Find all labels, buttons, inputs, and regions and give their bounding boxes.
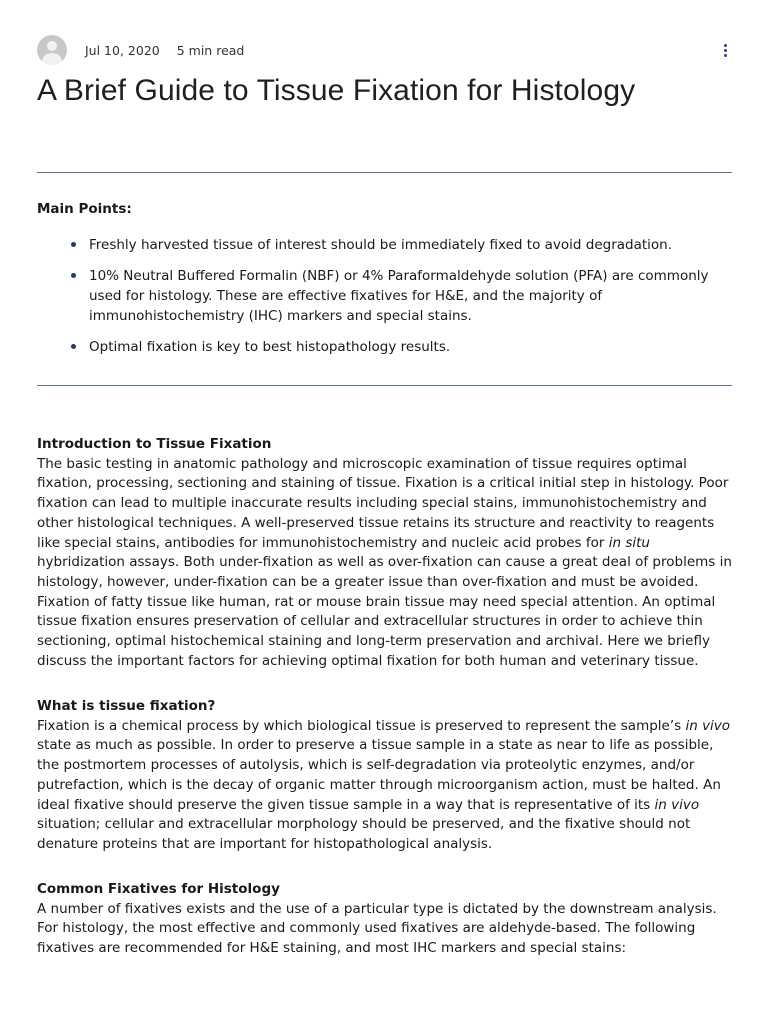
list-item [37, 235, 732, 255]
divider-bottom [37, 385, 732, 386]
main-points-heading: Main Points: [37, 201, 132, 217]
common-fixatives-section [37, 880, 732, 959]
avatar-head-icon [47, 41, 57, 51]
list-item-text: Freshly harvested tissue of interest should be immediately fixed to avoid degradation. [89, 237, 673, 253]
common-fixatives-paragraph: A number of fixatives exists and the use of a particular type is dictated by the downstream analysis. For histology, the most effective and commonly used fixatives are aldehyde-based. The following fixatives are recommended for H&E staining, and most IHC markers and special stains: [37, 900, 717, 957]
bullet-icon [71, 273, 76, 278]
more-actions-icon[interactable] [718, 40, 732, 60]
intro-paragraph: The basic testing in anatomic pathology and microscopic examination of tissue requires optimal fixation, processing, sectioning and staining of tissue. Fixation is a critical initial step in histology. Poor fixation can lead to multiple inaccurate results including special stains, immunohistochemistry and other histological techniques. A well-preserved tissue retains its structure and reactivity to reagents like special stains, antibodies for immunohistochemistry and nucleic acid probes for in situ hybridization assays. Both under-fixation as well as over-fixation can cause a great deal of problems in histology, however, under-fixation can be a greater issue than over-fixation and must be avoided. Fixation of fatty tissue like human, rat or mouse brain tissue may need special attention. An optimal tissue fixation ensures preservation of cellular and extracellular structures in order to achieve thin sectioning, optimal histochemical staining and long-term preservation and archival. Here we briefly discuss the important factors for achieving optimal fixation for both human and veterinary tissue. [37, 455, 732, 669]
main-points-list [37, 235, 732, 357]
what-is-fixation-heading: What is tissue fixation? [37, 698, 216, 714]
bullet-icon [71, 344, 76, 349]
intro-heading: Introduction to Tissue Fixation [37, 436, 272, 452]
list-item [37, 266, 732, 326]
common-fixatives-heading: Common Fixatives for Histology [37, 881, 280, 897]
read-time: 5 min read [176, 42, 245, 58]
avatar-body-icon [42, 53, 62, 65]
bullet-icon [71, 242, 76, 247]
intro-section [37, 435, 732, 671]
divider-top [37, 172, 732, 173]
list-item-text: Optimal fixation is key to best histopathology results. [89, 339, 451, 355]
list-item [37, 337, 732, 357]
post-title: A Brief Guide to Tissue Fixation for Histology [37, 74, 636, 107]
post-meta-bar [37, 35, 732, 65]
what-is-fixation-section [37, 697, 732, 855]
post-date: Jul 10, 2020 [85, 42, 160, 58]
author-avatar[interactable] [37, 35, 67, 65]
what-is-fixation-paragraph: Fixation is a chemical process by which biological tissue is preserved to represent the sample’s in vivo state as much as possible. In order to preserve a tissue sample in a state as near to life as possible, the postmortem processes of autolysis, which is self-degradation via proteolytic enzymes, and/or putrefaction, which is the decay of organic matter through microorganism action, must be halted. An ideal fixative should preserve the given tissue sample in a way that is representative of its in vivo situation; cellular and extracellular morphology should be preserved, and the fixative should not denature proteins that are important for histopathological analysis. [37, 717, 731, 852]
list-item-text: 10% Neutral Buffered Formalin (NBF) or 4% Paraformaldehyde solution (PFA) are commonly used for histology. These are effective fixatives for H&E, and the majority of immunohistochemistry (IHC) markers and special stains. [89, 268, 709, 324]
